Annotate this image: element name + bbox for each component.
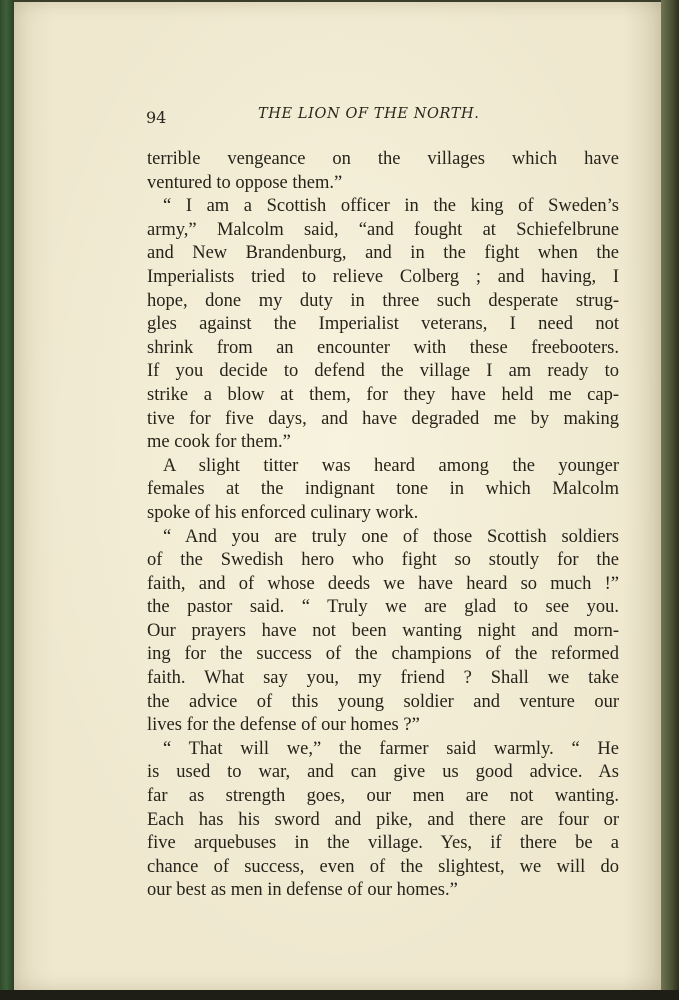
text-line: lives for the defense of our homes ?”	[147, 715, 420, 736]
text-line: tive for five days, and have degraded me by making	[147, 408, 619, 429]
text-line: “ That will we,” the farmer said warmly. “ He	[163, 738, 619, 759]
text-line: terrible vengeance on the villages which have	[147, 149, 619, 169]
body-text	[147, 148, 619, 903]
page-header	[14, 102, 662, 132]
text-line: ventured to oppose them.”	[147, 172, 343, 193]
text-line: chance of success, even of the slightest, we will do	[147, 856, 619, 877]
text-line: shrink from an encounter with these freebooters.	[147, 337, 619, 358]
text-line: five arquebuses in the village. Yes, if there be a	[147, 833, 619, 854]
book-spine-edge	[0, 0, 14, 1000]
text-line: A slight titter was heard among the younger	[163, 455, 619, 476]
page-bottom-edge	[0, 990, 679, 1000]
text-line: far as strength goes, our men are not wanting.	[147, 786, 619, 807]
text-line: hope, done my duty in three such desperate strug-	[147, 290, 619, 311]
text-line: Our prayers have not been wanting night and morn-	[147, 620, 619, 641]
text-line: “ And you are truly one of those Scottish soldiers	[163, 526, 619, 547]
text-line: Imperialists tried to relieve Colberg ; and having, I	[147, 266, 619, 287]
text-line: me cook for them.”	[147, 432, 291, 453]
text-line: the advice of this young soldier and venture our	[147, 691, 619, 712]
text-line: “ I am a Scottish officer in the king of Sweden’s	[163, 196, 619, 217]
text-line: ing for the success of the champions of the reformed	[147, 644, 619, 665]
text-line: and New Brandenburg, and in the fight when the	[147, 243, 619, 264]
text-line: the pastor said. “ Truly we are glad to see you.	[147, 597, 619, 618]
text-line: strike a blow at them, for they have held me cap-	[147, 384, 619, 405]
page-sheet	[14, 2, 662, 990]
book-fore-edge	[661, 0, 679, 1000]
text-line: gles against the Imperialist veterans, I need not	[147, 314, 619, 335]
text-line: faith. What say you, my friend ? Shall we take	[147, 668, 619, 689]
text-line: faith, and of whose deeds we have heard so much !”	[147, 573, 619, 594]
text-line: is used to war, and can give us good advice. As	[147, 762, 619, 783]
text-line: our best as men in defense of our homes.”	[147, 880, 458, 901]
page-number: 94	[146, 108, 167, 127]
text-line: females at the indignant tone in which Malcolm	[147, 479, 619, 500]
text-line: Each has his sword and pike, and there are four or	[147, 809, 619, 830]
running-head: THE LION OF THE NORTH.	[258, 106, 480, 122]
text-line: If you decide to defend the village I am ready to	[147, 361, 619, 382]
text-line: spoke of his enforced culinary work.	[147, 502, 419, 523]
text-line: army,” Malcolm said, “and fought at Schiefelbrune	[147, 219, 619, 240]
text-line: of the Swedish hero who fight so stoutly for the	[147, 550, 619, 571]
